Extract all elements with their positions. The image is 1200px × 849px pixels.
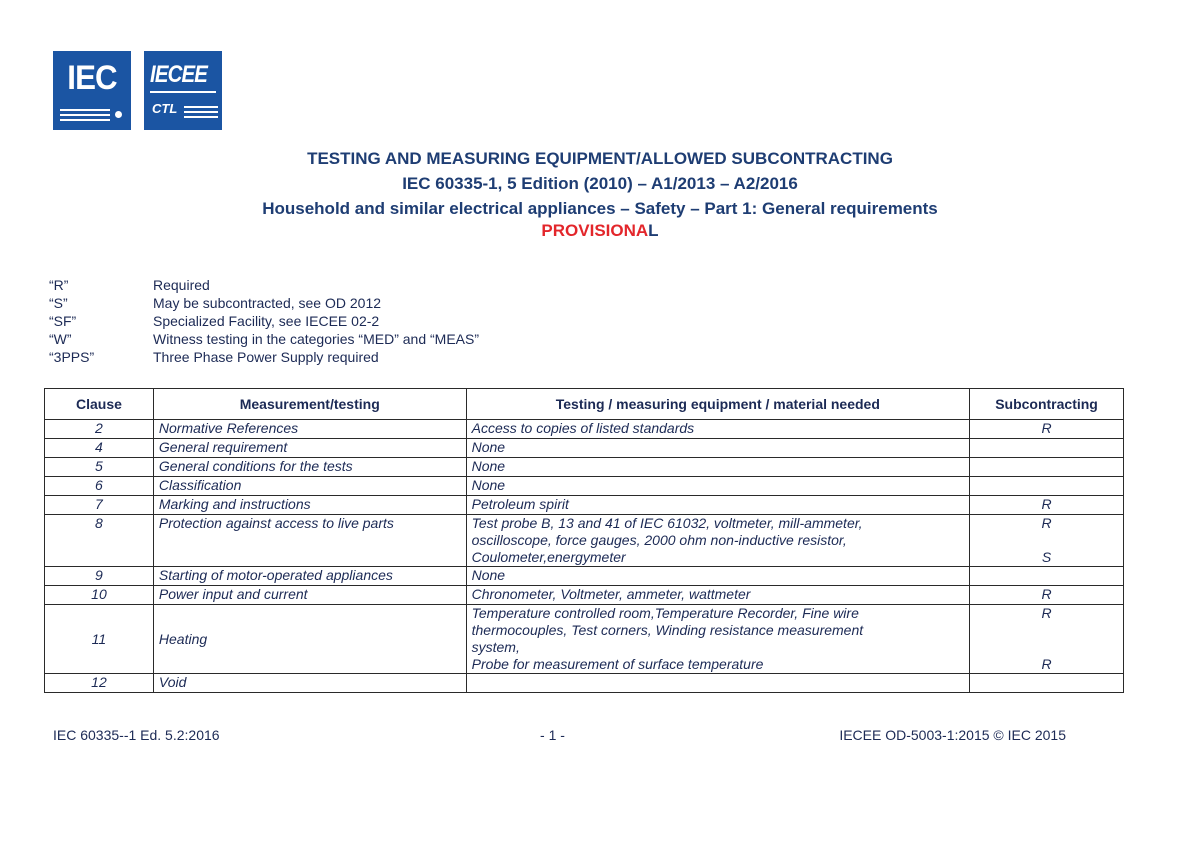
cell-measurement: Heating xyxy=(153,605,466,674)
page-number: - 1 - xyxy=(540,727,565,743)
equipment-line: None xyxy=(471,439,506,455)
table-row xyxy=(45,458,1124,477)
logo-stripe xyxy=(60,114,110,116)
legend-desc: May be subcontracted, see OD 2012 xyxy=(153,295,382,311)
equipment-line: Access to copies of listed standards xyxy=(471,420,695,436)
equipment-line: None xyxy=(471,477,506,493)
cell-measurement: General conditions for the tests xyxy=(153,458,466,477)
table-row xyxy=(45,496,1124,515)
cell-subcontracting xyxy=(970,496,1124,515)
status-main: PROVISIONA xyxy=(541,221,649,240)
equipment-line: oscilloscope, force gauges, 2000 ohm non-inductive resistor, xyxy=(471,532,847,548)
document-subtitle: Household and similar electrical appliances – Safety – Part 1: General requirements xyxy=(262,199,938,218)
subcontracting-value xyxy=(970,622,1123,639)
table-row xyxy=(45,420,1124,439)
cell-measurement: Marking and instructions xyxy=(153,496,466,515)
cell-clause: 10 xyxy=(45,586,154,605)
table-row xyxy=(45,515,1124,567)
table-row xyxy=(45,477,1124,496)
status-tail: L xyxy=(648,221,659,240)
cell-subcontracting xyxy=(970,586,1124,605)
cell-subcontracting xyxy=(970,567,1124,586)
equipment-line: thermocouples, Test corners, Winding resistance measurement xyxy=(471,622,864,638)
cell-measurement: Power input and current xyxy=(153,586,466,605)
cell-clause: 12 xyxy=(45,674,154,693)
subcontracting-value: R xyxy=(1041,420,1052,436)
cell-equipment xyxy=(466,674,969,693)
iecee-logo-text: IECEE xyxy=(150,61,207,88)
subcontracting-value xyxy=(970,458,1123,475)
legend-desc: Specialized Facility, see IECEE 02-2 xyxy=(153,313,380,329)
equipment-line: Chronometer, Voltmeter, ammeter, wattmeter xyxy=(471,586,751,602)
subcontracting-value xyxy=(970,532,1123,549)
legend-desc: Required xyxy=(153,277,210,293)
cell-measurement: Protection against access to live parts xyxy=(153,515,466,567)
logo-stripe xyxy=(60,109,110,111)
col-header-clause: Clause xyxy=(45,389,154,420)
cell-equipment xyxy=(466,496,969,515)
subcontracting-value: R xyxy=(1041,496,1052,512)
equipment-line xyxy=(472,674,969,691)
document-title: TESTING AND MEASURING EQUIPMENT/ALLOWED SUBCONTRACTING xyxy=(307,149,893,168)
equipment-line: Temperature controlled room,Temperature Recorder, Fine wire xyxy=(471,605,859,621)
cell-subcontracting xyxy=(970,477,1124,496)
iecee-ctl-logo xyxy=(144,51,222,130)
col-header-equipment: Testing / measuring equipment / material needed xyxy=(466,389,969,420)
footer-right: IECEE OD-5003-1:2015 © IEC 2015 xyxy=(839,727,1066,743)
footer-left: IEC 60335--1 Ed. 5.2:2016 xyxy=(53,727,220,743)
cell-equipment xyxy=(466,439,969,458)
logo-dot xyxy=(115,111,122,118)
equipment-line: None xyxy=(471,567,506,583)
logo-stripe xyxy=(184,116,218,118)
subcontracting-value xyxy=(970,639,1123,656)
legend-code: “W” xyxy=(49,331,72,347)
equipment-line: Probe for measurement of surface temperature xyxy=(471,656,764,672)
subcontracting-value: R xyxy=(1041,605,1052,621)
cell-subcontracting xyxy=(970,420,1124,439)
cell-equipment xyxy=(466,420,969,439)
ctl-logo-text: CTL xyxy=(152,101,178,116)
cell-equipment xyxy=(466,567,969,586)
legend-desc: Three Phase Power Supply required xyxy=(153,349,379,365)
equipment-line: Coulometer,energymeter xyxy=(471,549,626,565)
subcontracting-value xyxy=(970,439,1123,456)
cell-clause: 11 xyxy=(45,605,154,674)
logo-stripe xyxy=(60,119,110,121)
table-row xyxy=(45,586,1124,605)
equipment-line: None xyxy=(471,458,506,474)
cell-subcontracting xyxy=(970,605,1124,674)
legend-code: “R” xyxy=(49,277,69,293)
provisional-status xyxy=(0,221,1200,241)
cell-subcontracting xyxy=(970,458,1124,477)
equipment-table xyxy=(44,388,1124,693)
iec-logo xyxy=(53,51,131,130)
cell-clause: 6 xyxy=(45,477,154,496)
cell-subcontracting xyxy=(970,439,1124,458)
cell-equipment xyxy=(466,586,969,605)
table-row xyxy=(45,567,1124,586)
standard-reference: IEC 60335-1, 5 Edition (2010) – A1/2013 – A2/2016 xyxy=(402,174,798,193)
equipment-line: Petroleum spirit xyxy=(471,496,569,512)
cell-clause: 2 xyxy=(45,420,154,439)
subcontracting-value xyxy=(970,674,1123,691)
cell-equipment xyxy=(466,477,969,496)
cell-clause: 4 xyxy=(45,439,154,458)
cell-clause: 7 xyxy=(45,496,154,515)
cell-equipment xyxy=(466,515,969,567)
subcontracting-value xyxy=(970,567,1123,584)
table-body xyxy=(45,420,1124,693)
table-header-row xyxy=(45,389,1124,420)
subcontracting-value: R xyxy=(1041,586,1052,602)
cell-measurement: Classification xyxy=(153,477,466,496)
iec-logo-text: IEC xyxy=(67,59,117,97)
logo-stripe xyxy=(184,111,218,113)
cell-measurement: Normative References xyxy=(153,420,466,439)
equipment-line: Test probe B, 13 and 41 of IEC 61032, voltmeter, mill-ammeter, xyxy=(471,515,863,531)
cell-equipment xyxy=(466,458,969,477)
legend-code: “S” xyxy=(49,295,68,311)
logo-stripe xyxy=(184,106,218,108)
cell-measurement: Void xyxy=(153,674,466,693)
cell-clause: 9 xyxy=(45,567,154,586)
subcontracting-value xyxy=(970,477,1123,494)
cell-subcontracting xyxy=(970,674,1124,693)
cell-measurement: General requirement xyxy=(153,439,466,458)
legend-desc: Witness testing in the categories “MED” and “MEAS” xyxy=(153,331,480,347)
legend-code: “3PPS” xyxy=(49,349,95,365)
col-header-measurement: Measurement/testing xyxy=(153,389,466,420)
cell-clause: 8 xyxy=(45,515,154,567)
cell-clause: 5 xyxy=(45,458,154,477)
table-row xyxy=(45,439,1124,458)
subcontracting-value: R xyxy=(1041,515,1052,531)
cell-subcontracting xyxy=(970,515,1124,567)
subcontracting-value: R xyxy=(1041,656,1052,672)
cell-measurement: Starting of motor-operated appliances xyxy=(153,567,466,586)
equipment-line: system, xyxy=(471,639,520,655)
logo-stripe xyxy=(150,91,216,93)
table-row xyxy=(45,605,1124,674)
subcontracting-value: S xyxy=(1041,549,1052,565)
table-row xyxy=(45,674,1124,693)
cell-equipment xyxy=(466,605,969,674)
legend-code: “SF” xyxy=(49,313,77,329)
col-header-subcontracting: Subcontracting xyxy=(970,389,1124,420)
